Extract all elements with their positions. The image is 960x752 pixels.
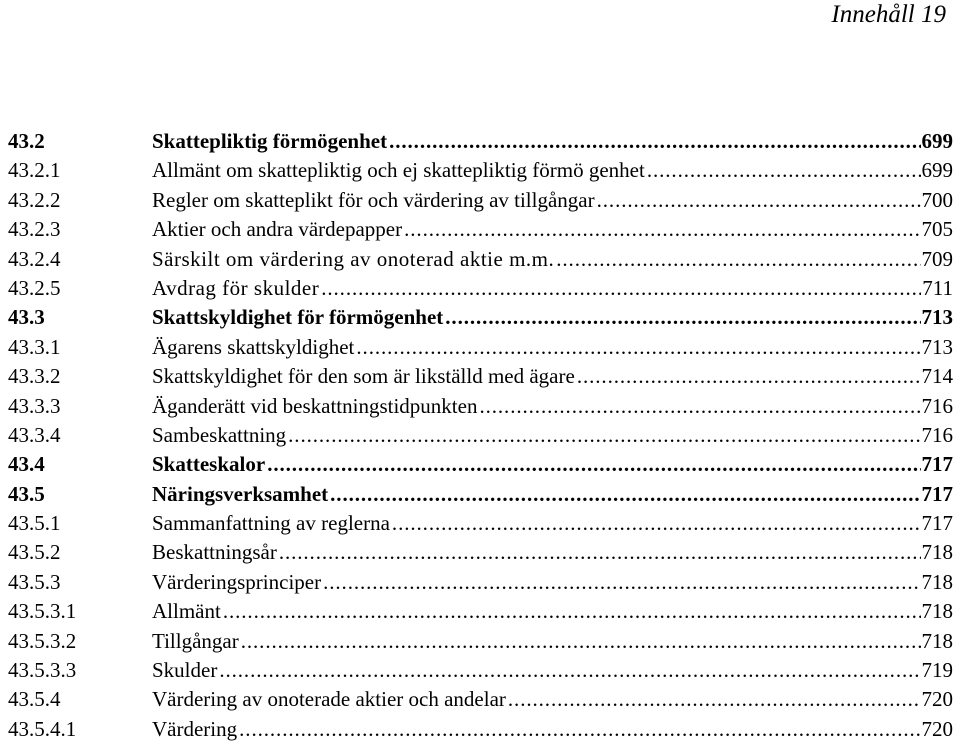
toc-dot-leader <box>239 715 920 744</box>
toc-page-number: 717 <box>921 481 953 506</box>
toc-section-number: 43.3 <box>8 305 45 330</box>
toc-section-number: 43.2 <box>8 129 45 153</box>
toc-entry[interactable] <box>8 656 953 685</box>
toc-section-title: Skattskyldighet för förmögenhet <box>152 305 444 330</box>
toc-dot-leader <box>577 362 921 391</box>
toc-section-number: 43.2.5 <box>8 275 61 300</box>
toc-dot-leader <box>404 215 920 244</box>
toc-entry[interactable] <box>8 597 953 626</box>
toc-entry[interactable] <box>8 538 953 567</box>
toc-page-number: 716 <box>921 393 953 418</box>
toc-section-title: Regler om skatteplikt för och värdering av tillgångar <box>152 187 595 212</box>
toc-page-number: 713 <box>921 334 953 359</box>
toc-section-number: 43.3.1 <box>8 334 61 359</box>
toc-entry[interactable] <box>8 715 953 744</box>
toc-section-title: Värderingsprinciper <box>152 569 322 594</box>
toc-page-number: 716 <box>921 422 953 447</box>
toc-page-number: 719 <box>921 658 953 683</box>
table-of-contents <box>8 127 953 744</box>
toc-page-number: 717 <box>921 452 953 477</box>
toc-dot-leader <box>389 127 920 156</box>
toc-section-title: Sambeskattning <box>152 422 287 447</box>
toc-page-number: 718 <box>921 540 953 565</box>
toc-dot-leader <box>556 245 920 274</box>
toc-page-number: 720 <box>921 687 953 712</box>
toc-section-title: Aktier och andra värdepapper <box>152 217 403 242</box>
toc-page-number: 718 <box>921 628 953 653</box>
toc-section-number: 43.5.1 <box>8 511 61 536</box>
toc-section-title: Allmänt <box>152 599 221 624</box>
toc-entry[interactable] <box>8 421 953 450</box>
toc-entry[interactable] <box>8 509 953 538</box>
toc-section-number: 43.5.3.1 <box>8 599 77 624</box>
toc-entry[interactable] <box>8 480 953 509</box>
toc-section-number: 43.5.3.2 <box>8 628 77 653</box>
toc-dot-leader <box>356 333 920 362</box>
toc-dot-leader <box>597 186 921 215</box>
toc-section-number: 43.5.3 <box>8 569 61 594</box>
toc-section-number: 43.3.4 <box>8 422 61 447</box>
toc-dot-leader <box>267 450 920 479</box>
toc-page-number: 699 <box>921 129 953 153</box>
toc-dot-leader <box>330 480 920 509</box>
toc-entry[interactable] <box>8 392 953 421</box>
toc-dot-leader <box>647 156 921 185</box>
toc-page-number: 717 <box>921 511 953 536</box>
toc-section-number: 43.5.3.3 <box>8 658 77 683</box>
toc-page-number: 713 <box>921 305 953 330</box>
toc-section-number: 43.5.4 <box>8 687 61 712</box>
toc-section-title: Värdering av onoterade aktier och andelar <box>152 687 506 712</box>
toc-section-number: 43.4 <box>8 452 45 477</box>
toc-section-title: Äganderätt vid beskattningstidpunkten <box>152 393 478 418</box>
toc-page-number: 714 <box>921 364 953 389</box>
toc-entry[interactable] <box>8 245 953 274</box>
toc-dot-leader <box>479 392 920 421</box>
toc-entry[interactable] <box>8 333 953 362</box>
toc-dot-leader <box>321 274 921 303</box>
toc-section-number: 43.5 <box>8 481 45 506</box>
toc-entry[interactable] <box>8 450 953 479</box>
toc-section-title: Näringsverksamhet <box>152 481 329 506</box>
toc-section-number: 43.5.4.1 <box>8 716 77 741</box>
toc-section-title: Tillgångar <box>152 628 239 653</box>
toc-section-title: Allmänt om skattepliktig och ej skattepliktig förmö genhet <box>152 158 645 183</box>
toc-page-number: 705 <box>921 217 953 242</box>
toc-page-number: 700 <box>921 187 953 212</box>
toc-page-number: 709 <box>921 246 953 271</box>
toc-dot-leader <box>219 656 920 685</box>
toc-section-title: Ägarens skattskyldighet <box>152 334 355 359</box>
toc-section-number: 43.2.3 <box>8 217 61 242</box>
toc-section-number: 43.5.2 <box>8 540 61 565</box>
toc-dot-leader <box>392 509 921 538</box>
toc-section-title: Skatteskalor <box>152 452 266 477</box>
toc-entry[interactable] <box>8 127 953 156</box>
toc-page-number: 711 <box>922 275 953 300</box>
toc-entry[interactable] <box>8 568 953 597</box>
toc-dot-leader <box>223 597 921 626</box>
toc-entry[interactable] <box>8 685 953 714</box>
toc-section-title: Skulder <box>152 658 218 683</box>
toc-entry[interactable] <box>8 156 953 185</box>
toc-entry[interactable] <box>8 215 953 244</box>
toc-section-number: 43.2.1 <box>8 158 61 183</box>
toc-section-title: Värdering <box>152 716 238 741</box>
toc-entry[interactable] <box>8 303 953 332</box>
toc-section-number: 43.3.2 <box>8 364 61 389</box>
toc-page-number: 718 <box>921 569 953 594</box>
toc-entry[interactable] <box>8 627 953 656</box>
toc-entry[interactable] <box>8 274 953 303</box>
toc-section-number: 43.2.2 <box>8 187 61 212</box>
toc-section-title: Skattskyldighet för den som är likställd med ägare <box>152 364 575 389</box>
toc-section-title: Skattepliktig förmögenhet <box>152 129 388 153</box>
toc-section-number: 43.3.3 <box>8 393 61 418</box>
toc-entry[interactable] <box>8 186 953 215</box>
toc-entry[interactable] <box>8 362 953 391</box>
toc-dot-leader <box>279 538 921 567</box>
toc-dot-leader <box>288 421 920 450</box>
toc-dot-leader <box>508 685 921 714</box>
toc-section-number: 43.2.4 <box>8 246 61 271</box>
toc-dot-leader <box>445 303 920 332</box>
toc-dot-leader <box>323 568 920 597</box>
toc-section-title: Beskattningsår <box>152 540 277 565</box>
toc-section-title: Särskilt om värdering av onoterad aktie m.m. <box>152 246 555 271</box>
toc-page-number: 718 <box>921 599 953 624</box>
toc-dot-leader <box>241 627 921 656</box>
toc-page-number: 720 <box>921 716 953 741</box>
page-header: Innehåll 19 <box>831 1 946 28</box>
toc-page-number: 699 <box>921 158 953 183</box>
toc-section-title: Avdrag för skulder <box>152 275 320 300</box>
toc-section-title: Sammanfattning av reglerna <box>152 511 390 536</box>
